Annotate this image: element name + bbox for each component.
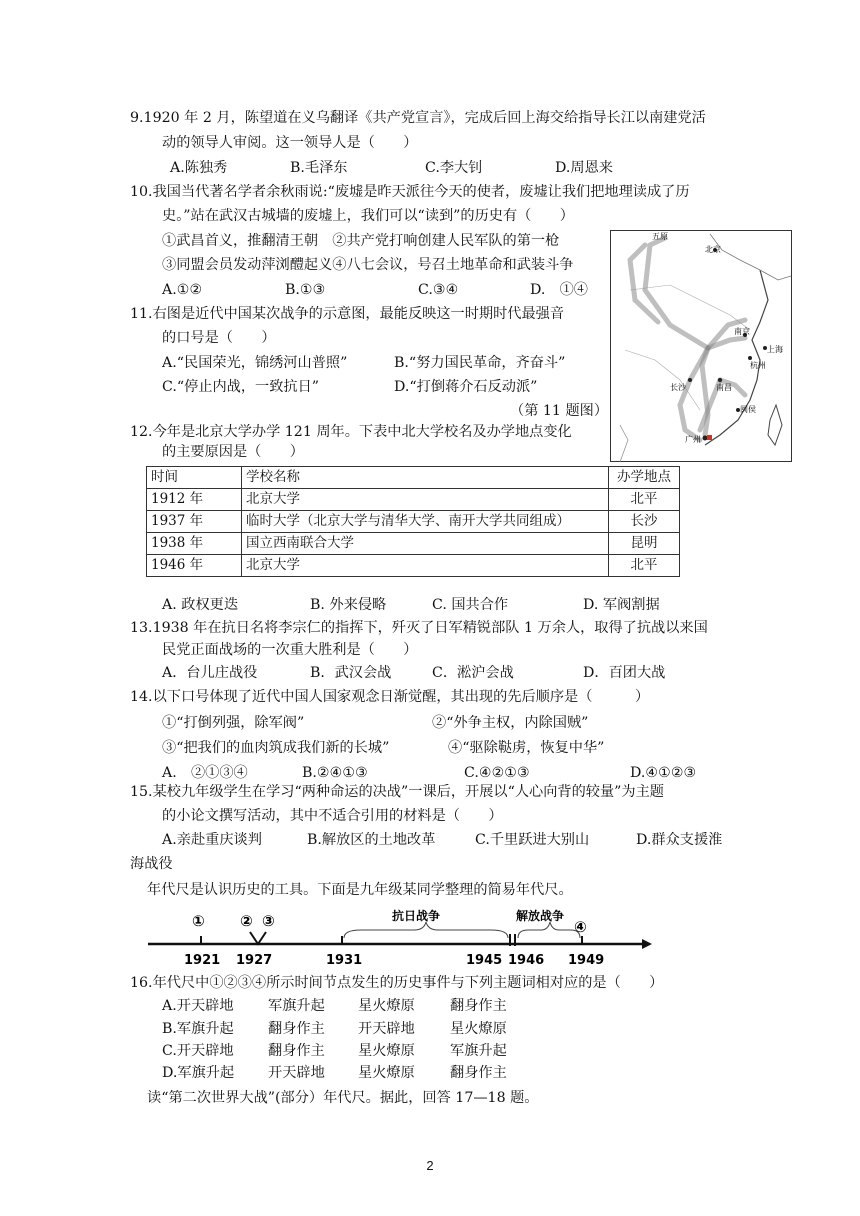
q9-stem-line2: 动的领导人审阅。这一领导人是（ ） [162,135,418,151]
q10-item-line2: ③同盟会员发动萍浏醴起义④八七会议，号召土地革命和武装斗争 [162,257,574,273]
q10-option-b: B.①③ [285,282,326,298]
q13-option-c: C．淞沪会战 [432,665,514,681]
q13-option-a: A．台儿庄战役 [162,665,258,681]
q16-option-a-1: A.开天辟地 [162,998,234,1014]
q10-option-a: A.①② [162,282,203,298]
timeline-year: 1949 [568,953,605,968]
q11-stem-line2: 的口号是（ ） [162,330,276,346]
timeline-mark-3: ③ [262,912,275,930]
svg-text:长沙: 长沙 [670,383,686,392]
table-row [147,489,680,511]
q16-option-d-1: D.军旗升起 [162,1065,235,1081]
q10-stem-line1: 10.我国当代著名学者余秋雨说:“废墟是昨天派往今天的使者，废墟让我们把地理读成了历 [130,184,690,200]
table-header: 学校名称 [242,467,609,489]
svg-text:南京: 南京 [734,327,750,336]
timeline-year: 1946 [508,953,545,968]
table-cell: 北京大学 [242,489,609,511]
timeline-mark-2: ② [240,912,253,930]
table-row [147,511,680,533]
q16-option-a-3: 星火燎原 [358,998,415,1014]
q9-option-c: C.李大钊 [425,160,483,176]
svg-text:五原: 五原 [652,232,668,241]
q10-option-c: C.③④ [418,282,459,298]
svg-text:北京: 北京 [705,245,721,254]
timeline-year: 1931 [326,953,363,968]
timeline-year: 1921 [184,953,221,968]
q16-option-b-2: 翻身作主 [268,1021,325,1037]
table-row [147,533,680,555]
q14-option-d: D.④①②③ [630,765,697,781]
q13-option-d: D．百团大战 [583,665,666,681]
timeline-year: 1927 [236,953,273,968]
timeline-ruler [146,908,654,972]
page-number: 2 [426,1158,434,1173]
table-cell: 北京大学 [242,555,609,577]
q10-stem-line2: 史。”站在武汉古城墙的废墟上，我们可以“读到”的历史有（ ） [162,208,574,224]
q11-stem-line1: 11.右图是近代中国某次战争的示意图，最能反映这一时期时代最强音 [130,306,565,322]
q15-option-c: C.千里跃进大别山 [475,832,590,848]
q12-option-b: B. 外来侵略 [310,597,387,613]
q16-option-b-1: B.军旗升起 [162,1021,234,1037]
table-cell: 长沙 [609,511,680,533]
q15-option-a: A.亲赴重庆谈判 [162,832,262,848]
q16-option-d-2: 开天辟地 [268,1065,325,1081]
timeline-mark-4: ④ [574,918,587,936]
svg-text:广州: 广州 [685,435,701,444]
q16-option-a-4: 翻身作主 [450,998,507,1014]
svg-text:上海: 上海 [767,345,783,354]
q15-option-b: B.解放区的土地改革 [307,832,436,848]
timeline-span-anti-japanese: 抗日战争 [392,909,441,923]
q13-stem-line1: 13.1938 年在抗日名将李宗仁的指挥下，歼灭了日军精锐部队 1 万余人，取得了抗战以来国 [130,620,708,636]
q13-stem-line2: 民党正面战场的一次重大胜利是（ ） [162,642,418,658]
timeline-mark-1: ① [192,912,205,930]
q11-option-c: C.“停止内战，一致抗日” [162,379,320,395]
q9-stem-line1: 9.1920 年 2 月，陈望道在义乌翻译《共产党宣言》，完成后回上海交给指导长江以南建党活 [130,110,706,126]
q11-option-a: A.“民国荣光，锦绣河山普照” [162,355,348,371]
q9-option-a: A.陈独秀 [170,160,228,176]
table-cell: 1912 年 [147,489,242,511]
table-cell: 国立西南联合大学 [242,533,609,555]
q12-option-c: C. 国共合作 [432,597,509,613]
q15-stem-line2: 的小论文撰写活动，其中不适合引用的材料是（ ） [162,808,503,824]
q16-option-a-2: 军旗升起 [268,998,325,1014]
q11-option-d: D.“打倒蒋介石反动派” [394,379,538,395]
table-cell: 北平 [609,489,680,511]
q10-item-line1: ①武昌首义，推翻清王朝 ②共产党打响创建人民军队的第一枪 [162,233,560,249]
q14-item-4: ④“驱除鞑虏，恢复中华” [448,740,605,756]
table-cell: 1937 年 [147,511,242,533]
q16-option-b-3: 开天辟地 [358,1021,415,1037]
table-cell: 临时大学（北京大学与清华大学、南开大学共同组成） [242,511,609,533]
q14-option-c: C.④②①③ [464,765,530,781]
timeline-year: 1945 [466,953,503,968]
q9-option-d: D.周恩来 [555,160,613,176]
q12-stem-line2: 的主要原因是（ ） [162,444,304,460]
q16-option-b-4: 星火燎原 [450,1021,507,1037]
table-cell: 昆明 [609,533,680,555]
q14-option-b: B.②④①③ [302,765,368,781]
q16-stem: 16.年代尺中①②③④所示时间节点发生的历史事件与下列主题词相对应的是（ ） [130,975,664,991]
table-cell: 1938 年 [147,533,242,555]
q11-option-b: B.“努力国民革命，齐奋斗” [394,355,566,371]
war-route-map [610,230,792,462]
q16-option-c-1: C.开天辟地 [162,1043,234,1059]
q16-option-c-4: 军旗升起 [450,1043,507,1059]
q14-option-a: A. ②①③④ [162,765,248,781]
table-header-row [147,467,680,489]
q12-option-a: A. 政权更迭 [162,597,239,613]
svg-text:闽侯: 闽侯 [740,405,756,414]
q15-stem-line1: 15.某校九年级学生在学习“两种命运的决战”一课后，开展以“人心向背的较量”为主题 [130,784,664,800]
q12-stem-line1: 12.今年是北京大学办学 121 周年。下表中北大学校名及办学地点变化 [130,424,572,440]
timeline-intro: 年代尺是认识历史的工具。下面是九年级某同学整理的简易年代尺。 [147,882,573,898]
q9-option-b: B.毛泽东 [290,160,348,176]
table-cell: 北平 [609,555,680,577]
ww2-timeline-intro: 读“第二次世界大战”(部分）年代尺。据此，回答 17—18 题。 [147,1090,539,1106]
timeline-span-liberation: 解放战争 [516,909,565,923]
table-header: 办学地点 [609,467,680,489]
q13-option-b: B．武汉会战 [310,665,392,681]
q16-option-d-4: 翻身作主 [450,1065,507,1081]
svg-text:杭州: 杭州 [750,361,766,370]
q14-item-1: ①“打倒列强，除军阀” [162,715,305,731]
q12-option-d: D. 军阀割据 [583,597,660,613]
table-row [147,555,680,577]
q14-item-2: ②“外争主权，内除国贼” [432,715,589,731]
q14-item-3: ③“把我们的血肉筑成我们新的长城” [162,740,390,756]
table-cell: 1946 年 [147,555,242,577]
q16-option-c-2: 翻身作主 [268,1043,325,1059]
q11-figure-caption: （第 11 题图） [510,403,609,419]
svg-text:南昌: 南昌 [716,383,732,392]
q10-option-d: D. ①④ [530,282,588,298]
table-header: 时间 [147,467,242,489]
q14-stem: 14.以下口号体现了近代中国人国家观念日渐觉醒，其出现的先后顺序是（ ） [130,689,650,705]
q16-option-d-3: 星火燎原 [358,1065,415,1081]
q15-option-d-wrap: 海战役 [130,856,173,872]
school-table [146,466,680,577]
q16-option-c-3: 星火燎原 [358,1043,415,1059]
q15-option-d: D.群众支援淮 [636,832,723,848]
